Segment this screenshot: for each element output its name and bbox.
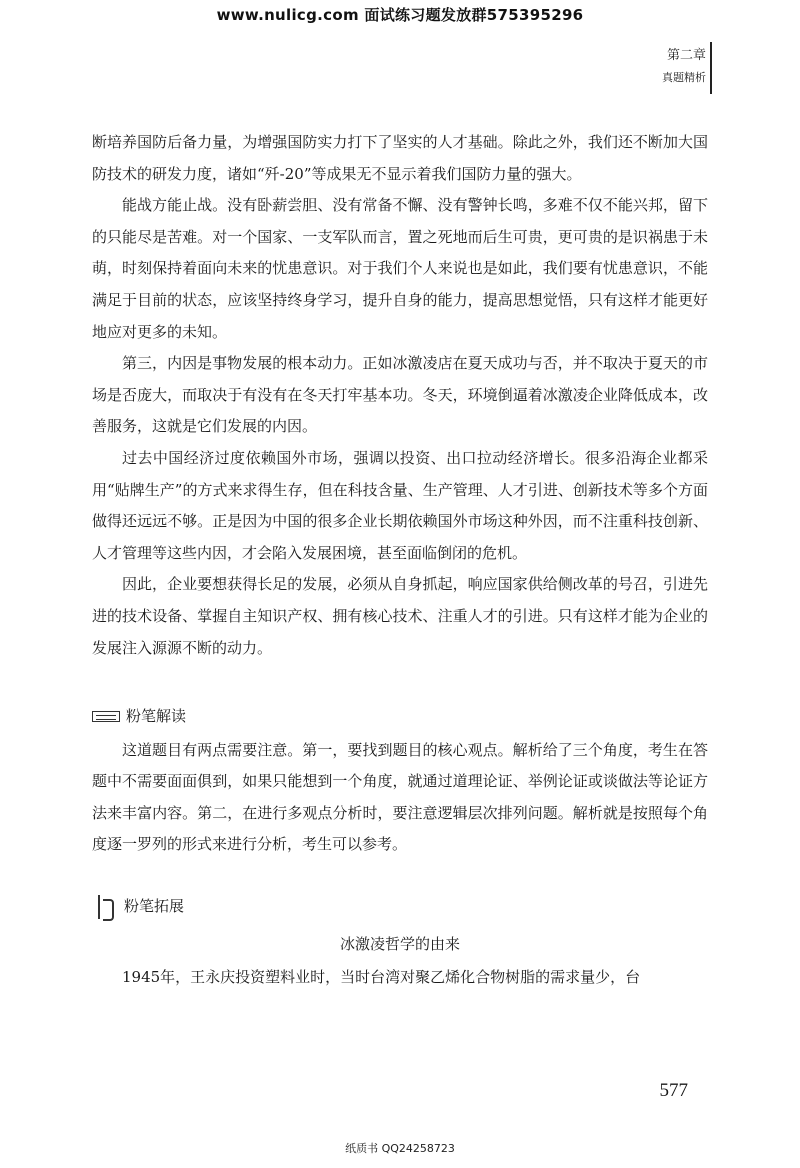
reading-icon [92, 711, 120, 722]
top-banner: www.nulicg.com 面试练习题发放群575395296 [216, 6, 584, 24]
expand-subtitle: 冰激凌哲学的由来 [339, 934, 460, 953]
page-number: 577 [659, 1080, 688, 1101]
expand-section-heading [92, 891, 708, 923]
chapter-divider [710, 42, 712, 94]
paragraph: 过去中国经济过度依赖国外市场，强调以投资、出口拉动经济增长。很多沿海企业都采用“贴牌生产”的方式来求得生存，但在科技含量、生产管理、人才引进、创新技术等多个方面做得还远远不够。正是因为中国的很多企业长期依赖国外市场这种外因，而不注重科技创新、人才管理等这些内因，才会陷入发展困境，甚至面临倒闭的危机。 [92, 448, 708, 562]
paragraph: 第三，内因是事物发展的根本动力。正如冰激凌店在夏天成功与否，并不取决于夏天的市场是否庞大，而取决于有没有在冬天打牢基本功。冬天，环境倒逼着冰激凌企业降低成本，改善服务，这就是它们发展的内因。 [92, 354, 708, 436]
chapter-subtitle: 真题精析 [662, 71, 706, 84]
paragraph: 断培养国防后备力量，为增强国防实力打下了坚实的人才基础。除此之外，我们还不断加大国防技术的研发力度，诸如“歼-20”等成果无不显示着我们国防力量的强大。 [92, 133, 708, 183]
paragraph: 因此，企业要想获得长足的发展，必须从自身抓起，响应国家供给侧改革的号召，引进先进的技术设备、掌握自主知识产权、拥有核心技术、注重人才的引进。只有这样才能为企业的发展注入源源不断的动力。 [92, 575, 708, 657]
expand-title: 粉笔拓展 [124, 897, 185, 916]
reading-text: 这道题目有两点需要注意。第一，要找到题目的核心观点。解析给了三个角度，考生在答题中不需要面面俱到，如果只能想到一个角度，就通过道理论证、举例论证或谈做法等论证方法来丰富内容。第二，在进行多观点分析时，要注意逻辑层次排列问题。解析就是按照每个角度逐一罗列的形式来进行分析，考生可以参考。 [92, 740, 708, 854]
paragraph: 能战方能止战。没有卧薪尝胆、没有常备不懈、没有警钟长鸣，多难不仅不能兴邦，留下的只能尽是苦难。对一个国家、一支军队而言，置之死地而后生可贵，更可贵的是识祸患于未萌，时刻保持着面向未来的忧患意识。对于我们个人来说也是如此，我们要有忧患意识，不能满足于目前的状态，应该坚持终身学习，提升自身的能力，提高思想觉悟，只有这样才能更好地应对更多的未知。 [92, 196, 708, 341]
expand-text: 1945年，王永庆投资塑料业时，当时台湾对聚乙烯化合物树脂的需求量少，台 [122, 968, 641, 987]
page-body [92, 127, 708, 994]
reading-title: 粉笔解读 [126, 707, 187, 726]
footer-text: 纸质书 QQ24258723 [345, 1142, 455, 1155]
expand-icon [92, 893, 118, 921]
reading-section-heading [92, 701, 708, 733]
chapter-title: 第二章 [666, 48, 706, 63]
chapter-header [662, 44, 706, 85]
